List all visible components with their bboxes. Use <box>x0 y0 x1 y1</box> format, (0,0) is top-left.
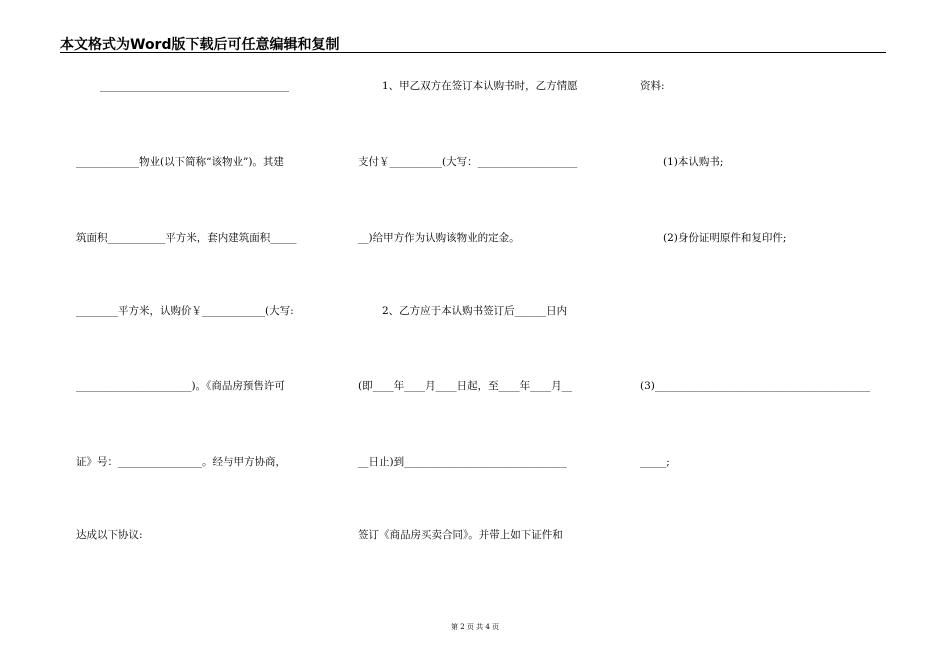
left-line-1: ____________________________________ <box>100 80 289 92</box>
left-line-6: 证》号：________________。经与甲方协商， <box>76 456 286 468</box>
left-line-4: ________平方米，认购价￥____________(大写: <box>76 305 294 317</box>
right-line-5: (3)_________________________________________ <box>640 380 871 392</box>
right-line-3: (2)身份证明原件和复印件; <box>663 232 787 244</box>
left-line-3: 筑面积___________平方米，套内建筑面积_____ <box>76 232 297 244</box>
middle-line-7: 签订《商品房买卖合同》。并带上如下证件和 <box>358 529 563 541</box>
page-number-footer: 第 2 页 共 4 页 <box>450 623 500 631</box>
middle-line-5: (即____年____月____日起，至____年____月__ <box>358 380 573 392</box>
right-line-2: (1)本认购书; <box>663 156 724 168</box>
header-divider <box>60 52 886 53</box>
right-line-6: _____; <box>640 456 670 468</box>
middle-line-2: 支付￥__________(大写：___________________ <box>358 156 578 168</box>
right-line-1: 资料: <box>640 80 665 92</box>
middle-line-6: __日止)到_______________________________ <box>358 456 567 468</box>
middle-line-4: 2、乙方应于本认购书签订后______日内 <box>382 305 568 317</box>
left-line-5: ______________________)。《商品房预售许可 <box>76 380 285 392</box>
left-line-7: 达成以下协议: <box>76 529 143 541</box>
page-header-title: 本文格式为Word版下载后可任意编辑和复制 <box>60 37 340 53</box>
middle-line-3: __)给甲方作为认购该物业的定金。 <box>358 232 520 244</box>
left-line-2: ____________物业(以下简称“该物业”)。其建 <box>76 156 284 168</box>
middle-line-1: 1、甲乙双方在签订本认购书时，乙方情愿 <box>382 80 578 92</box>
